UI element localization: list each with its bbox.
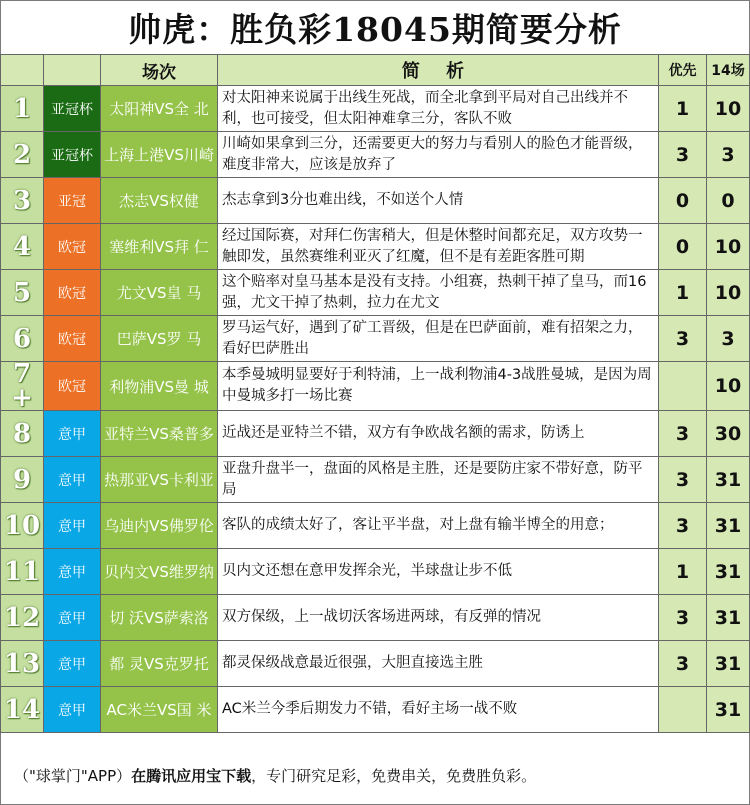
preference-value: 1 bbox=[659, 86, 707, 132]
footer-note bbox=[0, 760, 750, 790]
count-value: 31 bbox=[707, 503, 750, 549]
count-value: 31 bbox=[707, 641, 750, 687]
count-value: 3 bbox=[707, 132, 750, 178]
analysis-text: 客队的成绩太好了，客让平半盘，对上盘有输半博全的用意； bbox=[218, 503, 659, 549]
league-badge: 亚冠 bbox=[44, 178, 101, 224]
analysis-text: 双方保级，上一战切沃客场进两球，有反弹的情况 bbox=[218, 595, 659, 641]
match-name: 乌迪内VS佛罗伦 bbox=[101, 503, 218, 549]
table-row bbox=[1, 503, 750, 549]
preference-value: 3 bbox=[659, 503, 707, 549]
match-name: 切 沃VS萨索洛 bbox=[101, 595, 218, 641]
table-row bbox=[1, 362, 750, 411]
match-name: 塞维利VS拜 仁 bbox=[101, 224, 218, 270]
preference-value: 0 bbox=[659, 178, 707, 224]
count-value: 10 bbox=[707, 362, 750, 411]
row-number: 4 bbox=[1, 224, 44, 270]
analysis-table bbox=[0, 54, 750, 733]
league-badge: 意甲 bbox=[44, 411, 101, 457]
header-analysis: 简 析 bbox=[218, 55, 659, 86]
row-number-plus: + bbox=[11, 383, 33, 411]
row-number: 2 bbox=[1, 132, 44, 178]
table-row bbox=[1, 270, 750, 316]
count-value: 31 bbox=[707, 595, 750, 641]
preference-value: 1 bbox=[659, 270, 707, 316]
header-pref: 优先 bbox=[659, 55, 707, 86]
table-row bbox=[1, 641, 750, 687]
table-row bbox=[1, 178, 750, 224]
preference-value: 3 bbox=[659, 641, 707, 687]
preference-value: 1 bbox=[659, 549, 707, 595]
preference-value bbox=[659, 362, 707, 411]
count-value: 0 bbox=[707, 178, 750, 224]
league-badge: 亚冠杯 bbox=[44, 132, 101, 178]
count-value: 10 bbox=[707, 224, 750, 270]
footer-download-link[interactable]: 在腾讯应用宝下载 bbox=[131, 766, 252, 785]
footer-description: ，专门研究足彩，免费串关，免费胜负彩。 bbox=[251, 766, 537, 785]
row-number: 3 bbox=[1, 178, 44, 224]
table-row bbox=[1, 316, 750, 362]
table-row bbox=[1, 549, 750, 595]
match-name: 利物浦VS曼 城 bbox=[101, 362, 218, 411]
match-name: 热那亚VS卡利亚 bbox=[101, 457, 218, 503]
count-value: 10 bbox=[707, 270, 750, 316]
league-badge: 意甲 bbox=[44, 687, 101, 733]
count-value: 10 bbox=[707, 86, 750, 132]
league-badge: 欧冠 bbox=[44, 270, 101, 316]
analysis-text: 经过国际赛，对拜仁伤害稍大，但是休整时间都充足，双方攻势一触即发，虽然赛维利亚灭了红魔，但不是有差距客胜可期 bbox=[218, 224, 659, 270]
league-badge: 欧冠 bbox=[44, 316, 101, 362]
row-number-main: 7 bbox=[12, 361, 32, 389]
row-number: 13 bbox=[1, 641, 44, 687]
match-name: 尤文VS皇 马 bbox=[101, 270, 218, 316]
analysis-text: 罗马运气好，遇到了矿工晋级，但是在巴萨面前，难有招架之力，看好巴萨胜出 bbox=[218, 316, 659, 362]
count-value: 30 bbox=[707, 411, 750, 457]
row-number: 10 bbox=[1, 503, 44, 549]
page-title: 帅虎：胜负彩18045期简要分析 bbox=[128, 9, 622, 49]
league-badge: 意甲 bbox=[44, 503, 101, 549]
count-value: 3 bbox=[707, 316, 750, 362]
header-count: 14场 bbox=[707, 55, 750, 86]
analysis-text: 近战还是亚特兰不错，双方有争欧战名额的需求，防诱上 bbox=[218, 411, 659, 457]
league-badge: 欧冠 bbox=[44, 362, 101, 411]
row-number: 14 bbox=[1, 687, 44, 733]
preference-value: 3 bbox=[659, 457, 707, 503]
header-match: 场次 bbox=[101, 55, 218, 86]
match-name: 亚特兰VS桑普多 bbox=[101, 411, 218, 457]
table-row bbox=[1, 86, 750, 132]
match-name: 上海上港VS川崎 bbox=[101, 132, 218, 178]
row-number: 6 bbox=[1, 316, 44, 362]
row-number: 5 bbox=[1, 270, 44, 316]
analysis-text: 贝内文还想在意甲发挥余光，半球盘让步不低 bbox=[218, 549, 659, 595]
row-number: 1 bbox=[1, 86, 44, 132]
analysis-text: 川崎如果拿到三分，还需要更大的努力与看别人的脸色才能晋级，难度非常大，应该是放弃了 bbox=[218, 132, 659, 178]
league-badge: 亚冠杯 bbox=[44, 86, 101, 132]
match-name: AC米兰VS国 米 bbox=[101, 687, 218, 733]
analysis-text: 亚盘升盘半一，盘面的风格是主胜，还是要防庄家不带好意，防平局 bbox=[218, 457, 659, 503]
count-value: 31 bbox=[707, 549, 750, 595]
preference-value: 3 bbox=[659, 316, 707, 362]
preference-value: 3 bbox=[659, 411, 707, 457]
analysis-text: 都灵保级战意最近很强，大胆直接选主胜 bbox=[218, 641, 659, 687]
row-number: 8 bbox=[1, 411, 44, 457]
preference-value bbox=[659, 687, 707, 733]
analysis-text: 对太阳神来说属于出线生死战，而全北拿到平局对自己出线并不利，也可接受，但太阳神难拿三分，客队不败 bbox=[218, 86, 659, 132]
table-row bbox=[1, 595, 750, 641]
table-row bbox=[1, 411, 750, 457]
row-number: 9 bbox=[1, 457, 44, 503]
league-badge: 意甲 bbox=[44, 457, 101, 503]
league-badge: 意甲 bbox=[44, 549, 101, 595]
league-badge: 意甲 bbox=[44, 595, 101, 641]
row-number: 11 bbox=[1, 549, 44, 595]
table-row bbox=[1, 687, 750, 733]
match-name: 贝内文VS维罗纳 bbox=[101, 549, 218, 595]
footer-app-name: （"球掌门"APP） bbox=[14, 766, 132, 785]
header-league-cell bbox=[44, 55, 101, 86]
match-name: 都 灵VS克罗托 bbox=[101, 641, 218, 687]
match-name: 巴萨VS罗 马 bbox=[101, 316, 218, 362]
league-badge: 意甲 bbox=[44, 641, 101, 687]
match-name: 杰志VS权健 bbox=[101, 178, 218, 224]
table-row bbox=[1, 132, 750, 178]
row-number: 12 bbox=[1, 595, 44, 641]
analysis-text: 本季曼城明显要好于利特浦，上一战利物浦4-3战胜曼城，是因为周中曼城多打一场比赛 bbox=[218, 362, 659, 411]
row-number bbox=[1, 362, 44, 411]
league-badge: 欧冠 bbox=[44, 224, 101, 270]
count-value: 31 bbox=[707, 457, 750, 503]
preference-value: 3 bbox=[659, 595, 707, 641]
table-row bbox=[1, 457, 750, 503]
header-num-cell bbox=[1, 55, 44, 86]
count-value: 31 bbox=[707, 687, 750, 733]
table-row bbox=[1, 224, 750, 270]
analysis-text: 杰志拿到3分也难出线，不如送个人情 bbox=[218, 178, 659, 224]
preference-value: 0 bbox=[659, 224, 707, 270]
preference-value: 3 bbox=[659, 132, 707, 178]
header-row bbox=[1, 55, 750, 86]
analysis-text: 这个赔率对皇马基本是没有支持。小组赛，热刺干掉了皇马，而16强，尤文干掉了热刺，拉力在尤文 bbox=[218, 270, 659, 316]
match-name: 太阳神VS全 北 bbox=[101, 86, 218, 132]
analysis-text: AC米兰今季后期发力不错，看好主场一战不败 bbox=[218, 687, 659, 733]
